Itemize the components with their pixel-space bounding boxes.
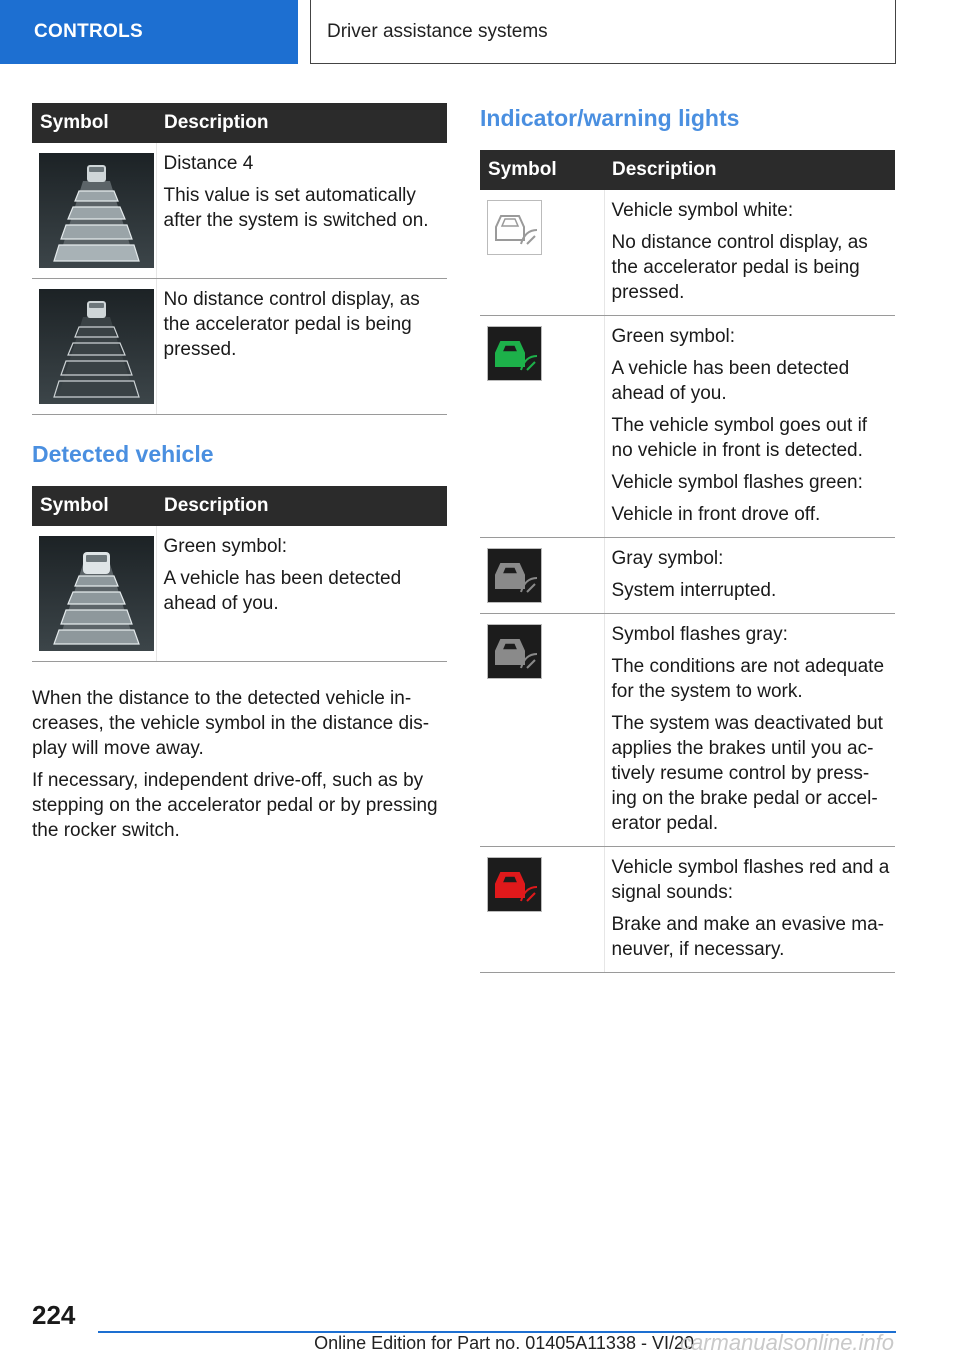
description-line: Vehicle symbol white: — [611, 200, 794, 221]
edition-text: Online Edition for Part no. 01405A11338 - VI/20 — [314, 1333, 694, 1353]
section-title: Indicator/warning lights — [480, 105, 740, 131]
body-paragraph: When the distance to the detected vehicle in-creases, the vehicle symbol in the distance dis-play will move away. — [32, 688, 430, 759]
detected-vehicle-table-wrap — [32, 486, 447, 662]
description-line: A vehicle has been detected ahead of you. — [163, 568, 402, 614]
description-header: Description — [156, 103, 447, 143]
detected-vehicle-table — [32, 486, 447, 662]
table-row — [480, 847, 895, 973]
description-line: No distance control display, as the accelerator pedal is being pressed. — [611, 232, 868, 303]
description-line: The system was deactivated but applies the brakes until you ac-tively resume control by press-ing on the brake pedal or accel-erator pedal. — [611, 713, 883, 834]
table-row — [32, 526, 447, 662]
chapter-title: Driver assistance systems — [327, 20, 548, 42]
distance-table — [32, 103, 447, 415]
vehicle-red-icon — [487, 857, 542, 912]
description-line: No distance control display, as the accelerator pedal is being pressed. — [163, 289, 420, 360]
table-row — [32, 279, 447, 415]
distance-display-image — [39, 153, 154, 268]
page-number: 224 — [32, 1300, 76, 1330]
chapter-header — [310, 0, 896, 64]
detected-vehicle-text — [32, 686, 447, 850]
symbol-header: Symbol — [480, 150, 604, 190]
symbol-header: Symbol — [32, 486, 156, 526]
description-line: The vehicle symbol goes out if no vehicle in front is detected. — [611, 415, 868, 461]
table-row — [480, 614, 895, 847]
vehicle-gray-flashing-icon — [487, 624, 542, 679]
left-column — [32, 103, 447, 415]
detected-vehicle-section — [32, 439, 447, 469]
vehicle-white-icon — [487, 200, 542, 255]
table-row — [480, 316, 895, 538]
description-line: Green symbol: — [163, 536, 288, 557]
description-line: Symbol flashes gray: — [611, 624, 788, 645]
table-row — [480, 190, 895, 316]
section-title: Detected vehicle — [32, 441, 214, 467]
description-line: Brake and make an evasive ma-neuver, if necessary. — [611, 914, 884, 960]
table-row — [32, 143, 447, 279]
description-line: Distance 4 — [163, 153, 254, 174]
description-line: Gray symbol: — [611, 548, 724, 569]
description-line: Vehicle symbol flashes green: — [611, 472, 863, 493]
description-line: Vehicle in front drove off. — [611, 504, 821, 525]
detected-vehicle-image — [39, 536, 154, 651]
description-line: Green symbol: — [611, 326, 736, 347]
description-line: System interrupted. — [611, 580, 777, 601]
indicator-section — [480, 103, 895, 133]
indicator-table — [480, 150, 895, 973]
section-label: CONTROLS — [34, 21, 144, 42]
watermark: carmanualsonline.info — [680, 1330, 895, 1355]
description-line: Vehicle symbol flashes red and a signal sounds: — [611, 857, 890, 903]
description-line: The conditions are not adequate for the system to work. — [611, 656, 885, 702]
body-paragraph: If necessary, independent drive-off, such as by stepping on the accelerator pedal or by pressing the rocker switch. — [32, 770, 438, 841]
description-line: A vehicle has been detected ahead of you. — [611, 358, 850, 404]
distance-display-image — [39, 289, 154, 404]
table-row — [480, 538, 895, 614]
section-tab — [0, 0, 298, 64]
vehicle-gray-icon — [487, 548, 542, 603]
description-line: This value is set automatically after the system is switched on. — [163, 185, 429, 231]
vehicle-green-icon — [487, 326, 542, 381]
indicator-table-wrap — [480, 150, 895, 973]
symbol-header: Symbol — [32, 103, 156, 143]
description-header: Description — [156, 486, 447, 526]
description-header: Description — [604, 150, 895, 190]
